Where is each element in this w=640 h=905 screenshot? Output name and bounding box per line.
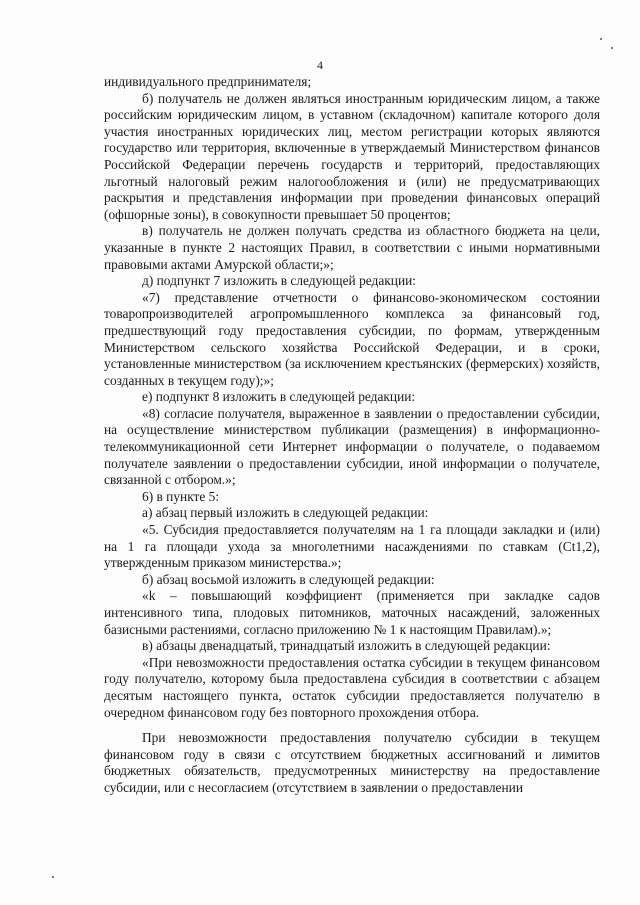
- paragraph-5: «7) представление отчетности о финансово-экономическом состоянии товаропроизводителей агропромышленного комплекса за финансовый год, предшествующий году предоставления субсидии, по формам, утвержденным Министерством сельского хозяйства Российской Федерации, и в сроки, установленные министерством (за исключением крестьянских (фермерских) хозяйств, созданных в текущем году);»;: [104, 289, 600, 388]
- paragraph-7: «8) согласие получателя, выраженное в заявлении о предоставлении субсидии, на осуществление министерством публикации (размещения) в информационно-телекоммуникационной сети Интернет информации о получателе, о подаваемом получателе заявлении о предоставлении субсидии, иной информации о получателе, связанной с отбором.»;: [104, 405, 600, 488]
- scan-speck: [611, 47, 613, 49]
- paragraph-11: б) абзац восьмой изложить в следующей редакции:: [142, 571, 435, 587]
- scan-speck: [600, 38, 602, 40]
- paragraph-10: «5. Субсидия предоставляется получателям на 1 га площади закладки и (или) на 1 га площади ухода за многолетними насаждениями по ставкам (Ct1,2), утвержденным приказом министерства.»;: [104, 522, 600, 571]
- scan-speck: [52, 876, 54, 878]
- document-body: [104, 74, 600, 797]
- page-number: 4: [317, 58, 323, 72]
- paragraph-13: в) абзацы двенадцатый, тринадцатый изложить в следующей редакции:: [142, 638, 551, 654]
- paragraph-8: 6) в пункте 5:: [142, 488, 220, 504]
- paragraph-15: При невозможности предоставления получателю субсидии в текущем финансовом году в связи с отсутствием бюджетных ассигнований и лимитов бюджетных обязательств, предусмотренных министерству на предоставление субсидии, или с несогласием (отсутствием в заявлении о предоставлении: [104, 730, 600, 795]
- paragraph-3: в) получатель не должен получать средства из областного бюджета на цели, указанные в пункте 2 настоящих Правил, в соответствии с иными нормативными правовыми актами Амурской области;»;: [104, 223, 600, 272]
- paragraph-4: д) подпункт 7 изложить в следующей редакции:: [142, 273, 417, 289]
- paragraph-2: б) получатель не должен являться иностранным юридическим лицом, а также российским юридическим лицом, в уставном (складочном) капитале которого доля участия иностранных юридических лиц, местом регистрации которых являются государство или территория, включенные в утверждаемый Министерством финансов Российской Федерации перечень государств и территорий, предоставляющих льготный налоговый режим налогообложения и (или) не предусматривающих раскрытия и представления информации при проведении финансовых операций (офшорные зоны), в совокупности превышает 50 процентов;: [104, 90, 600, 222]
- paragraph-12: «k – повышающий коэффициент (применяется при закладке садов интенсивного типа, плодовых питомников, маточных насаждений, заложенных базисными растениями, согласно приложению № 1 к настоящим Правилам).»;: [104, 588, 600, 637]
- paragraph-1: индивидуального предпринимателя;: [104, 74, 312, 89]
- paragraph-14: «При невозможности предоставления остатка субсидии в текущем финансовом году получателю, которому была предоставлена субсидия в соответствии с абзацем десятым настоящего пункта, остаток субсидии предоставляется получателю в очередном финансовом году без повторного прохождения отбора.: [104, 654, 600, 720]
- paragraph-6: е) подпункт 8 изложить в следующей редакции:: [142, 389, 416, 405]
- paragraph-9: а) абзац первый изложить в следующей редакции:: [142, 505, 429, 521]
